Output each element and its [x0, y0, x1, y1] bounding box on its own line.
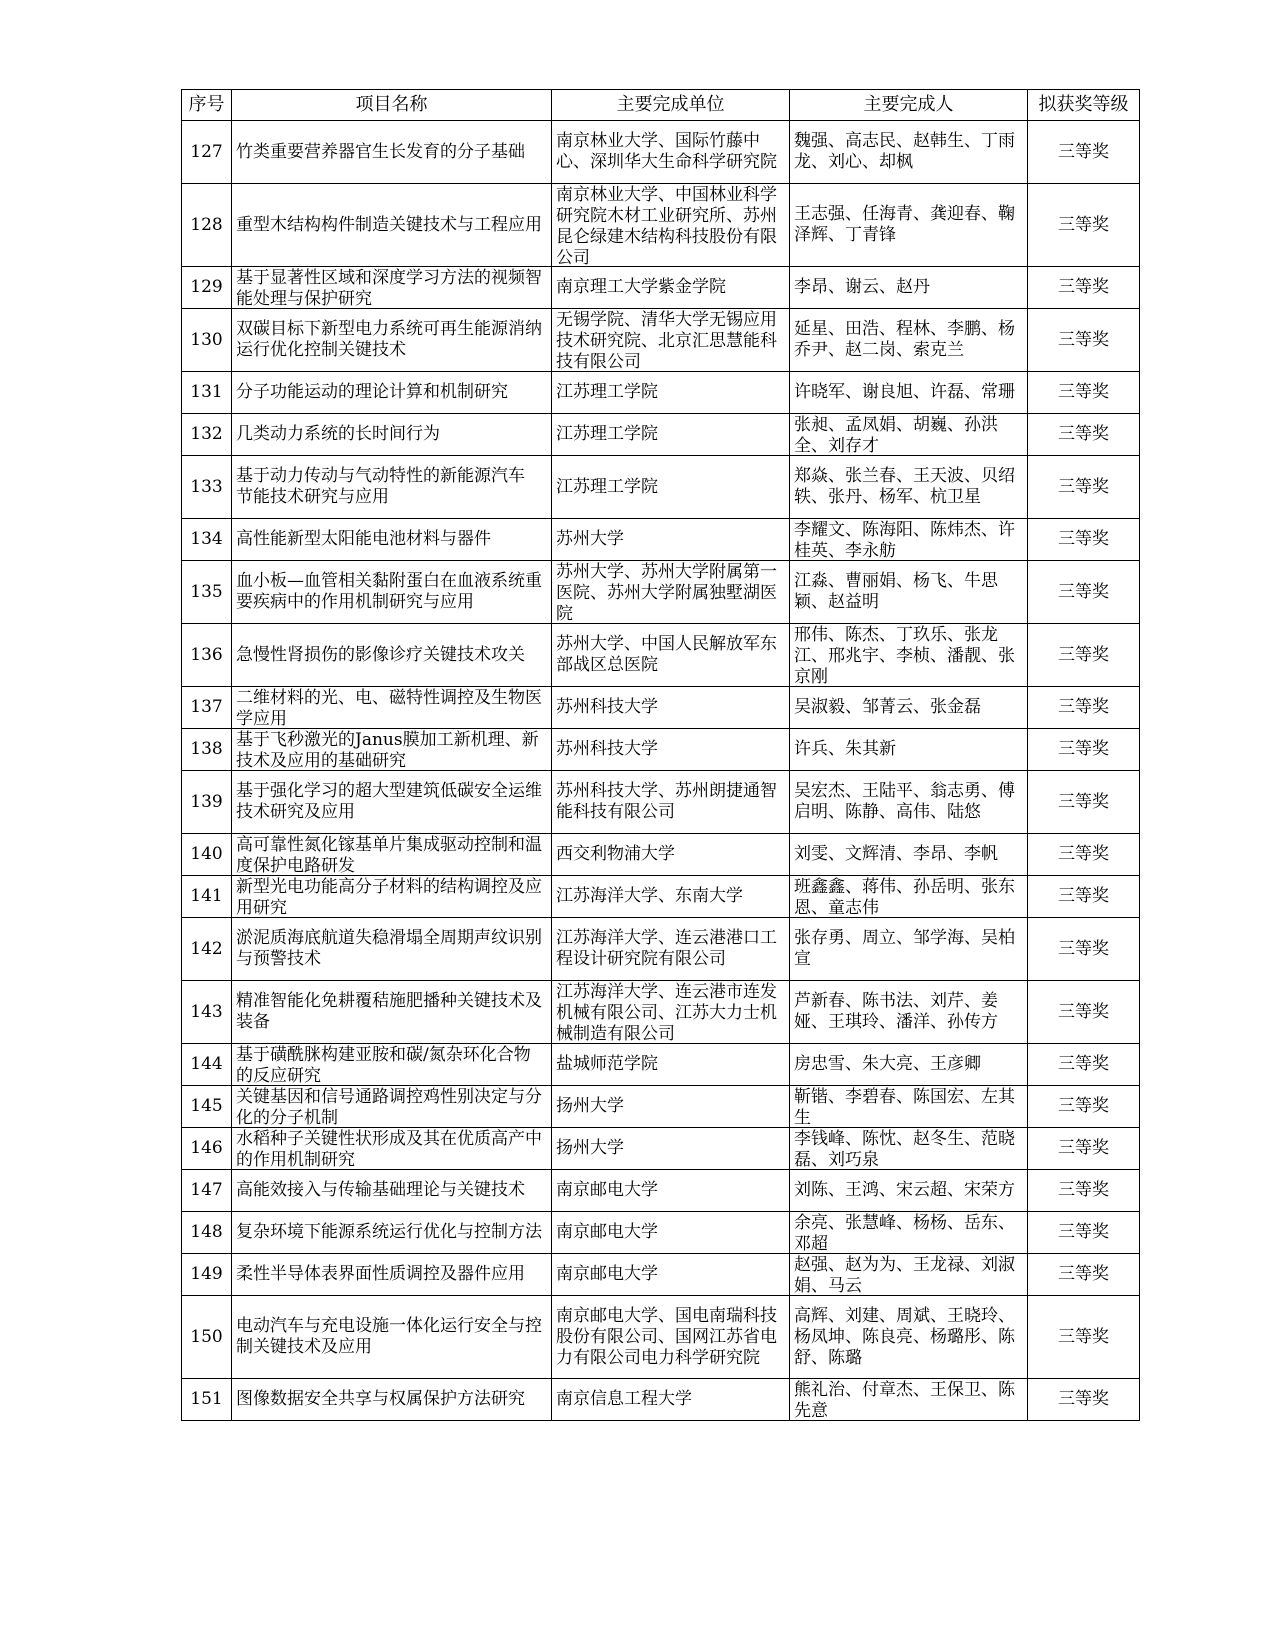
cell-award-grade-text: 三等奖: [1058, 529, 1109, 549]
cell-serial-number-text: 144: [190, 1054, 223, 1074]
cell-project-name-text: 复杂环境下能源系统运行优化与控制方法: [236, 1222, 542, 1242]
cell-completing-people: [790, 1212, 1028, 1254]
table-row: [182, 309, 1140, 372]
cell-completing-unit: [552, 184, 790, 267]
cell-award-grade: [1028, 1254, 1140, 1296]
cell-project-name: [232, 771, 552, 834]
cell-completing-unit-text: 苏州大学: [556, 529, 624, 549]
table-row: [182, 184, 1140, 267]
cell-project-name-text: 基于显著性区域和深度学习方法的视频智能处理与保护研究: [236, 267, 542, 308]
cell-completing-unit-text: 盐城师范学院: [556, 1054, 658, 1074]
header-award-grade: 拟获奖等级: [1028, 90, 1140, 121]
cell-award-grade: [1028, 1086, 1140, 1128]
cell-project-name: [232, 519, 552, 561]
cell-project-name: [232, 624, 552, 687]
cell-award-grade-text: 三等奖: [1058, 329, 1109, 350]
cell-completing-unit: [552, 1128, 790, 1170]
cell-completing-unit: [552, 456, 790, 519]
cell-completing-people-text: 李钱峰、陈忱、赵冬生、范晓磊、刘巧泉: [794, 1128, 1015, 1169]
cell-completing-unit: [552, 918, 790, 981]
cell-serial-number-text: 130: [190, 329, 223, 350]
cell-completing-people: [790, 1128, 1028, 1170]
cell-award-grade: [1028, 981, 1140, 1044]
cell-award-grade: [1028, 372, 1140, 414]
cell-serial-number: [182, 729, 232, 771]
cell-award-grade-text: 三等奖: [1058, 844, 1109, 864]
cell-project-name-text: 水稻种子关键性状形成及其在优质高产中的作用机制研究: [236, 1128, 542, 1169]
cell-project-name: [232, 729, 552, 771]
cell-completing-people: [790, 372, 1028, 414]
table-row: [182, 834, 1140, 876]
cell-serial-number: [182, 519, 232, 561]
cell-completing-people-text: 芦新春、陈书法、刘芹、姜娅、王琪玲、潘洋、孙传方: [794, 991, 998, 1032]
cell-completing-people: [790, 1170, 1028, 1212]
cell-award-grade: [1028, 729, 1140, 771]
cell-project-name-text: 淤泥质海底航道失稳滑塌全周期声纹识别与预警技术: [236, 928, 542, 969]
cell-completing-people: [790, 456, 1028, 519]
cell-serial-number-text: 140: [190, 844, 223, 864]
cell-completing-unit: [552, 1044, 790, 1086]
cell-completing-unit: [552, 1086, 790, 1128]
cell-award-grade-text: 三等奖: [1058, 791, 1109, 812]
header-project-name: 项目名称: [232, 90, 552, 121]
cell-completing-unit: [552, 1254, 790, 1296]
cell-project-name: [232, 1086, 552, 1128]
cell-completing-unit: [552, 372, 790, 414]
cell-completing-unit-text: 南京林业大学、国际竹藤中心、深圳华大生命科学研究院: [556, 131, 777, 172]
cell-award-grade-text: 三等奖: [1058, 1264, 1109, 1284]
cell-project-name: [232, 834, 552, 876]
cell-award-grade: [1028, 771, 1140, 834]
cell-completing-people-text: 李耀文、陈海阳、陈炜杰、许桂英、李永舫: [794, 519, 1015, 560]
cell-completing-people: [790, 918, 1028, 981]
cell-award-grade: [1028, 184, 1140, 267]
cell-project-name: [232, 456, 552, 519]
cell-project-name: [232, 184, 552, 267]
cell-award-grade-text: 三等奖: [1058, 644, 1109, 665]
cell-completing-unit-text: 扬州大学: [556, 1138, 624, 1158]
cell-serial-number-text: 145: [190, 1096, 223, 1116]
table-row: [182, 771, 1140, 834]
cell-serial-number: [182, 1086, 232, 1128]
cell-award-grade: [1028, 414, 1140, 456]
cell-serial-number: [182, 1044, 232, 1086]
cell-completing-people-text: 房忠雪、朱大亮、王彦卿: [794, 1054, 981, 1074]
cell-serial-number-text: 133: [190, 476, 223, 497]
cell-serial-number: [182, 687, 232, 729]
cell-serial-number: [182, 1212, 232, 1254]
cell-completing-people: [790, 309, 1028, 372]
cell-project-name-text: 新型光电功能高分子材料的结构调控及应用研究: [236, 876, 542, 917]
cell-completing-unit: [552, 687, 790, 729]
cell-serial-number-text: 146: [190, 1138, 223, 1158]
cell-serial-number-text: 127: [190, 141, 223, 162]
cell-project-name: [232, 121, 552, 184]
table-row: [182, 561, 1140, 624]
cell-award-grade: [1028, 624, 1140, 687]
cell-project-name-text: 高可靠性氮化镓基单片集成驱动控制和温度保护电路研发: [236, 834, 542, 875]
cell-project-name: [232, 1212, 552, 1254]
cell-completing-unit-text: 南京信息工程大学: [556, 1389, 692, 1409]
cell-completing-unit-text: 南京邮电大学: [556, 1180, 658, 1200]
cell-serial-number: [182, 1128, 232, 1170]
cell-completing-people-text: 刘雯、文辉清、李昂、李帆: [794, 844, 998, 864]
cell-completing-people-text: 魏强、高志民、赵韩生、丁雨龙、刘心、却枫: [794, 131, 1015, 172]
cell-project-name-text: 二维材料的光、电、磁特性调控及生物医学应用: [236, 687, 542, 728]
cell-serial-number: [182, 771, 232, 834]
cell-project-name-text: 基于动力传动与气动特性的新能源汽车 节能技术研究与应用: [236, 466, 525, 507]
cell-completing-unit-text: 南京理工大学紫金学院: [556, 277, 726, 297]
cell-project-name: [232, 1044, 552, 1086]
cell-serial-number: [182, 561, 232, 624]
cell-serial-number-text: 142: [190, 938, 223, 959]
cell-completing-unit-text: 苏州科技大学: [556, 739, 658, 759]
cell-award-grade-text: 三等奖: [1058, 1180, 1109, 1200]
cell-project-name: [232, 981, 552, 1044]
cell-completing-unit: [552, 309, 790, 372]
cell-serial-number: [182, 834, 232, 876]
cell-award-grade: [1028, 1379, 1140, 1421]
table-row: [182, 1170, 1140, 1212]
cell-award-grade-text: 三等奖: [1058, 938, 1109, 959]
cell-project-name-text: 分子功能运动的理论计算和机制研究: [236, 382, 508, 402]
cell-project-name-text: 基于飞秒激光的Janus膜加工新机理、新技术及应用的基础研究: [236, 729, 539, 770]
table-row: [182, 1296, 1140, 1379]
cell-project-name: [232, 876, 552, 918]
cell-award-grade: [1028, 687, 1140, 729]
cell-completing-people-text: 熊礼治、付章杰、王保卫、陈先意: [794, 1379, 1015, 1420]
cell-project-name: [232, 1170, 552, 1212]
cell-completing-unit: [552, 729, 790, 771]
cell-serial-number-text: 129: [190, 277, 223, 297]
cell-serial-number: [182, 1170, 232, 1212]
cell-project-name: [232, 1128, 552, 1170]
cell-award-grade-text: 三等奖: [1058, 277, 1109, 297]
cell-completing-people-text: 许兵、朱其新: [794, 739, 896, 759]
cell-serial-number-text: 128: [190, 214, 223, 235]
cell-serial-number-text: 147: [190, 1180, 223, 1200]
cell-completing-unit-text: 西交利物浦大学: [556, 844, 675, 864]
table-header-row: [182, 90, 1140, 121]
cell-award-grade-text: 三等奖: [1058, 886, 1109, 906]
cell-completing-people: [790, 834, 1028, 876]
table-row: [182, 918, 1140, 981]
table-body: [182, 121, 1140, 1421]
cell-project-name-text: 急慢性肾损伤的影像诊疗关键技术攻关: [236, 644, 525, 665]
cell-completing-unit-text: 江苏海洋大学、东南大学: [556, 886, 743, 906]
table-row: [182, 1254, 1140, 1296]
cell-completing-unit-text: 苏州科技大学: [556, 697, 658, 717]
cell-award-grade: [1028, 1296, 1140, 1379]
cell-serial-number: [182, 1254, 232, 1296]
cell-completing-unit: [552, 1379, 790, 1421]
cell-completing-unit: [552, 519, 790, 561]
cell-completing-unit: [552, 771, 790, 834]
cell-completing-people: [790, 519, 1028, 561]
cell-serial-number: [182, 309, 232, 372]
cell-completing-unit-text: 南京林业大学、中国林业科学研究院木材工业研究所、苏州昆仑绿建木结构科技股份有限公司: [556, 184, 777, 266]
cell-award-grade-text: 三等奖: [1058, 739, 1109, 759]
cell-completing-unit-text: 江苏理工学院: [556, 476, 658, 497]
cell-award-grade: [1028, 267, 1140, 309]
cell-completing-people: [790, 624, 1028, 687]
header-serial-number: 序号: [182, 90, 232, 121]
cell-completing-people: [790, 1296, 1028, 1379]
cell-project-name-text: 图像数据安全共享与权属保护方法研究: [236, 1389, 525, 1409]
cell-serial-number: [182, 414, 232, 456]
cell-completing-people-text: 靳锴、李碧春、陈国宏、左其生: [794, 1086, 1015, 1127]
cell-completing-unit-text: 南京邮电大学: [556, 1222, 658, 1242]
cell-serial-number-text: 132: [190, 424, 223, 444]
cell-completing-people: [790, 687, 1028, 729]
cell-completing-people-text: 张昶、孟凤娟、胡巍、孙洪全、刘存才: [794, 414, 998, 455]
cell-completing-people-text: 班鑫鑫、蒋伟、孙岳明、张东恩、童志伟: [794, 876, 1015, 917]
cell-award-grade-text: 三等奖: [1058, 214, 1109, 235]
cell-completing-people-text: 延星、田浩、程林、李鹏、杨乔尹、赵二岗、索克兰: [794, 319, 1015, 360]
cell-project-name: [232, 1296, 552, 1379]
cell-completing-unit: [552, 561, 790, 624]
cell-serial-number-text: 151: [190, 1389, 223, 1409]
cell-project-name: [232, 372, 552, 414]
table-row: [182, 1212, 1140, 1254]
cell-completing-people: [790, 414, 1028, 456]
cell-completing-unit: [552, 1170, 790, 1212]
cell-completing-people: [790, 1044, 1028, 1086]
cell-project-name: [232, 414, 552, 456]
cell-award-grade-text: 三等奖: [1058, 1222, 1109, 1242]
cell-award-grade: [1028, 918, 1140, 981]
cell-award-grade: [1028, 561, 1140, 624]
cell-completing-unit: [552, 876, 790, 918]
cell-completing-unit: [552, 624, 790, 687]
cell-completing-unit-text: 苏州大学、苏州大学附属第一医院、苏州大学附属独墅湖医院: [556, 561, 777, 623]
cell-completing-people: [790, 561, 1028, 624]
cell-project-name: [232, 267, 552, 309]
cell-completing-people-text: 李昂、谢云、赵丹: [794, 277, 930, 297]
cell-serial-number: [182, 981, 232, 1044]
cell-serial-number: [182, 1296, 232, 1379]
table-row: [182, 414, 1140, 456]
cell-completing-unit-text: 苏州科技大学、苏州朗捷通智能科技有限公司: [556, 781, 777, 822]
cell-award-grade-text: 三等奖: [1058, 581, 1109, 602]
cell-award-grade-text: 三等奖: [1058, 697, 1109, 717]
cell-serial-number: [182, 918, 232, 981]
cell-award-grade: [1028, 121, 1140, 184]
cell-award-grade-text: 三等奖: [1058, 1389, 1109, 1409]
cell-completing-unit: [552, 981, 790, 1044]
cell-completing-people: [790, 184, 1028, 267]
cell-project-name-text: 重型木结构构件制造关键技术与工程应用: [236, 214, 542, 235]
cell-award-grade: [1028, 456, 1140, 519]
cell-award-grade-text: 三等奖: [1058, 424, 1109, 444]
cell-project-name: [232, 918, 552, 981]
award-list-table: [181, 89, 1140, 1421]
cell-completing-people-text: 高辉、刘建、周斌、王晓玲、杨凤坤、陈良亮、杨璐彤、陈舒、陈璐: [794, 1305, 1015, 1368]
cell-completing-people: [790, 771, 1028, 834]
cell-award-grade-text: 三等奖: [1058, 1001, 1109, 1022]
cell-completing-people-text: 赵强、赵为为、王龙禄、刘淑娟、马云: [794, 1254, 1015, 1295]
cell-project-name-text: 竹类重要营养器官生长发育的分子基础: [236, 141, 525, 162]
cell-project-name-text: 关键基因和信号通路调控鸡性别决定与分化的分子机制: [236, 1086, 542, 1127]
cell-award-grade-text: 三等奖: [1058, 1138, 1109, 1158]
cell-completing-unit-text: 江苏海洋大学、连云港港口工程设计研究院有限公司: [556, 928, 777, 969]
cell-serial-number-text: 143: [190, 1001, 223, 1022]
cell-award-grade-text: 三等奖: [1058, 1096, 1109, 1116]
cell-serial-number: [182, 456, 232, 519]
table-row: [182, 267, 1140, 309]
cell-completing-unit-text: 南京邮电大学: [556, 1264, 658, 1284]
cell-award-grade: [1028, 1044, 1140, 1086]
table-row: [182, 624, 1140, 687]
cell-completing-unit: [552, 267, 790, 309]
table-row: [182, 981, 1140, 1044]
cell-project-name: [232, 1379, 552, 1421]
cell-completing-unit: [552, 1212, 790, 1254]
cell-project-name-text: 柔性半导体表界面性质调控及器件应用: [236, 1264, 525, 1284]
cell-award-grade-text: 三等奖: [1058, 382, 1109, 402]
cell-serial-number-text: 148: [190, 1222, 223, 1242]
cell-completing-people-text: 王志强、任海青、龚迎春、鞠泽辉、丁青锋: [794, 204, 1015, 245]
cell-serial-number-text: 141: [190, 886, 223, 906]
cell-completing-people: [790, 876, 1028, 918]
cell-award-grade: [1028, 1212, 1140, 1254]
cell-project-name-text: 双碳目标下新型电力系统可再生能源消纳运行优化控制关键技术: [236, 319, 542, 360]
cell-serial-number-text: 137: [190, 697, 223, 717]
cell-serial-number: [182, 1379, 232, 1421]
cell-completing-unit-text: 南京邮电大学、国电南瑞科技股份有限公司、国网江苏省电力有限公司电力科学研究院: [556, 1305, 777, 1368]
table-row: [182, 729, 1140, 771]
table-row: [182, 456, 1140, 519]
table-row: [182, 876, 1140, 918]
table-row: [182, 372, 1140, 414]
table-row: [182, 1128, 1140, 1170]
cell-project-name-text: 电动汽车与充电设施一体化运行安全与控制关键技术及应用: [236, 1316, 542, 1357]
cell-award-grade: [1028, 834, 1140, 876]
cell-project-name-text: 高性能新型太阳能电池材料与器件: [236, 529, 491, 549]
cell-completing-people-text: 余亮、张慧峰、杨杨、岳东、邓超: [794, 1212, 1015, 1253]
cell-completing-unit-text: 江苏海洋大学、连云港市连发机械有限公司、江苏大力士机械制造有限公司: [556, 981, 777, 1043]
cell-award-grade-text: 三等奖: [1058, 1326, 1109, 1347]
cell-project-name: [232, 561, 552, 624]
table-row: [182, 519, 1140, 561]
cell-completing-people-text: 吴宏杰、王陆平、翁志勇、傅启明、陈静、高伟、陆悠: [794, 781, 1015, 822]
cell-serial-number-text: 134: [190, 529, 223, 549]
cell-project-name: [232, 687, 552, 729]
cell-completing-people: [790, 1086, 1028, 1128]
cell-project-name-text: 血小板—血管相关黏附蛋白在血液系统重要疾病中的作用机制研究与应用: [236, 571, 542, 612]
cell-serial-number-text: 136: [190, 644, 223, 665]
cell-serial-number: [182, 372, 232, 414]
cell-award-grade: [1028, 309, 1140, 372]
table-row: [182, 1086, 1140, 1128]
cell-project-name-text: 基于强化学习的超大型建筑低碳安全运维技术研究及应用: [236, 781, 542, 822]
cell-completing-unit-text: 无锡学院、清华大学无锡应用技术研究院、北京汇思慧能科技有限公司: [556, 309, 777, 371]
cell-completing-unit: [552, 121, 790, 184]
cell-award-grade: [1028, 1170, 1140, 1212]
cell-completing-people: [790, 267, 1028, 309]
header-completing-people: 主要完成人: [790, 90, 1028, 121]
cell-serial-number-text: 150: [190, 1326, 223, 1347]
cell-project-name: [232, 1254, 552, 1296]
cell-project-name-text: 精准智能化免耕覆秸施肥播种关键技术及装备: [236, 991, 542, 1032]
cell-completing-people-text: 刘陈、王鸿、宋云超、宋荣方: [794, 1180, 1015, 1200]
cell-project-name-text: 几类动力系统的长时间行为: [236, 424, 440, 444]
cell-award-grade: [1028, 876, 1140, 918]
cell-completing-people: [790, 1254, 1028, 1296]
cell-project-name-text: 高能效接入与传输基础理论与关键技术: [236, 1180, 525, 1200]
cell-award-grade-text: 三等奖: [1058, 1054, 1109, 1074]
cell-completing-people: [790, 729, 1028, 771]
cell-completing-people-text: 郑焱、张兰春、王天波、贝绍轶、张丹、杨军、杭卫星: [794, 466, 1015, 507]
cell-completing-people: [790, 121, 1028, 184]
cell-serial-number: [182, 184, 232, 267]
cell-serial-number-text: 131: [190, 382, 223, 402]
cell-completing-unit: [552, 1296, 790, 1379]
cell-award-grade-text: 三等奖: [1058, 476, 1109, 497]
cell-completing-unit-text: 江苏理工学院: [556, 382, 658, 402]
cell-completing-people: [790, 1379, 1028, 1421]
cell-award-grade: [1028, 519, 1140, 561]
cell-serial-number: [182, 624, 232, 687]
cell-completing-unit-text: 扬州大学: [556, 1096, 624, 1116]
cell-serial-number-text: 139: [190, 791, 223, 812]
cell-completing-unit: [552, 834, 790, 876]
table-row: [182, 121, 1140, 184]
cell-completing-unit-text: 江苏理工学院: [556, 424, 658, 444]
cell-completing-unit: [552, 414, 790, 456]
cell-completing-people-text: 江淼、曹丽娟、杨飞、牛思颖、赵益明: [794, 571, 998, 612]
cell-project-name: [232, 309, 552, 372]
cell-serial-number-text: 135: [190, 581, 223, 602]
cell-serial-number: [182, 121, 232, 184]
header-completing-unit: 主要完成单位: [552, 90, 790, 121]
cell-serial-number: [182, 267, 232, 309]
table-row: [182, 1044, 1140, 1086]
cell-project-name-text: 基于磺酰脒构建亚胺和碳/氮杂环化合物的反应研究: [236, 1044, 531, 1085]
cell-completing-people-text: 许晓军、谢良旭、许磊、常珊: [794, 382, 1015, 402]
cell-serial-number: [182, 876, 232, 918]
cell-serial-number-text: 149: [190, 1264, 223, 1284]
cell-completing-unit-text: 苏州大学、中国人民解放军东部战区总医院: [556, 634, 777, 675]
cell-completing-people-text: 张存勇、周立、邹学海、吴柏宣: [794, 928, 1015, 969]
cell-completing-people-text: 吴淑毅、邹菁云、张金磊: [794, 697, 981, 717]
table-row: [182, 687, 1140, 729]
table-row: [182, 1379, 1140, 1421]
cell-award-grade-text: 三等奖: [1058, 141, 1109, 162]
cell-award-grade: [1028, 1128, 1140, 1170]
cell-completing-people: [790, 981, 1028, 1044]
cell-serial-number-text: 138: [190, 739, 223, 759]
cell-completing-people-text: 邢伟、陈杰、丁玖乐、张龙江、邢兆宇、李桢、潘靓、张京刚: [794, 624, 1015, 686]
